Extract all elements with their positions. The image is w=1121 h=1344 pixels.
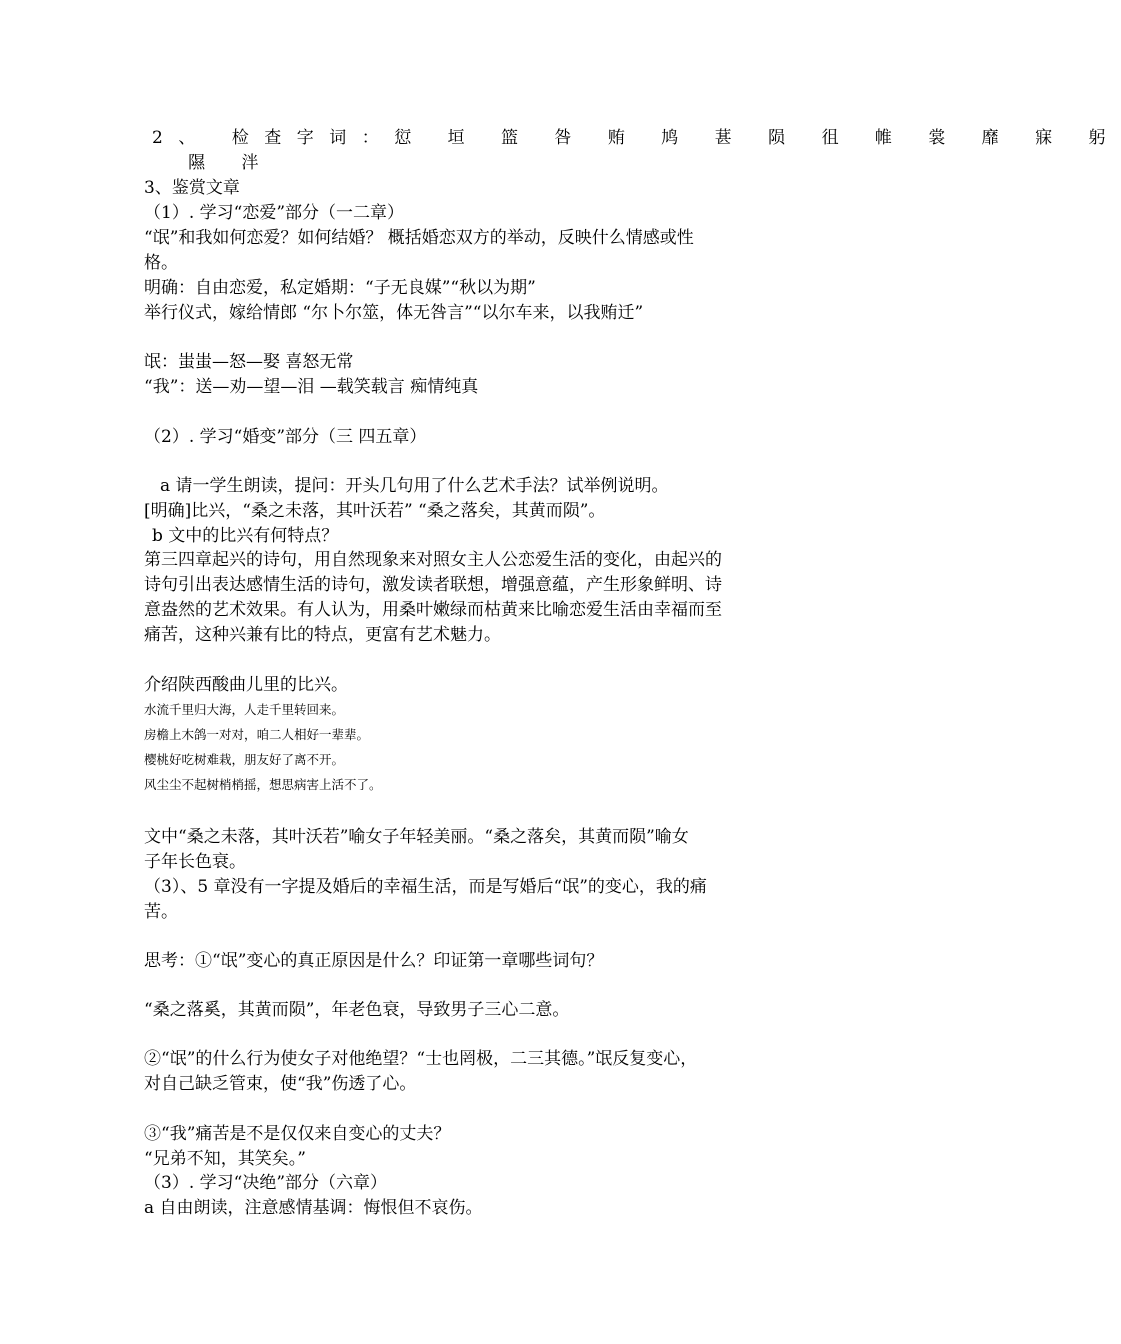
subsection-heading: （1）. 学习“恋爱”部分（一二章）: [144, 203, 405, 223]
answer-line: “兄弟不知，其笑矣。”: [144, 1149, 306, 1169]
paragraph-line: 第三四章起兴的诗句，用自然现象来对照女主人公恋爱生活的变化，由起兴的: [144, 550, 722, 570]
question-line: 思考：①“氓”变心的真正原因是什么？印证第一章哪些词句？: [144, 951, 604, 971]
text-line: a 请一学生朗读，提问：开头几句用了什么艺术手法？试举例说明。: [160, 476, 669, 496]
folk-song-line: 风尘尘不起树梢梢摇，想思病害上活不了。: [144, 777, 382, 792]
subsection-heading: （2）. 学习“婚变”部分（三 四五章）: [144, 427, 427, 447]
text-line: 明确：自由恋爱，私定婚期：“子无良媒”“秋以为期”: [144, 278, 536, 298]
text-line: 介绍陕西酸曲儿里的比兴。: [144, 675, 348, 695]
section-heading: 3、鉴赏文章: [144, 178, 240, 198]
question-line: ③“我”痛苦是不是仅仅来自变心的丈夫？: [144, 1124, 451, 1144]
text-line: a 自由朗读，注意感情基调：悔恨但不哀伤。: [144, 1198, 483, 1218]
answer-line: 对自己缺乏管束，使“我”伤透了心。: [144, 1074, 417, 1094]
folk-song-line: 水流千里归大海，人走千里转回来。: [144, 702, 345, 717]
paragraph-line: 痛苦，这种兴兼有比的特点，更富有艺术魅力。: [144, 625, 501, 645]
question-line: ②“氓”的什么行为使女子对他绝望？“士也罔极，二三其德。”氓反复变心，: [144, 1049, 698, 1069]
text-line: 隰 泮: [188, 153, 274, 173]
text-line: 苦。: [144, 902, 178, 922]
text-line: 氓：蚩蚩—怒—娶 喜怒无常: [144, 352, 354, 372]
paragraph-line: 文中“桑之未落，其叶沃若”喻女子年轻美丽。“桑之落矣，其黄而陨”喻女: [144, 827, 689, 847]
answer-line: “桑之落奚，其黄而陨”，年老色衰，导致男子三心二意。: [144, 1000, 570, 1020]
paragraph-line: 意盎然的艺术效果。有人认为，用桑叶嫩绿而枯黄来比喻恋爱生活由幸福而至: [144, 600, 722, 620]
text-line: 举行仪式，嫁给情郎 “尔卜尔筮，体无咎言”“以尔车来，以我贿迁”: [144, 303, 644, 323]
text-line: “氓”和我如何恋爱？如何结婚？ 概括婚恋双方的举动，反映什么情感或性: [144, 228, 694, 248]
folk-song-line: 樱桃好吃树难栽，朋友好了离不开。: [144, 752, 345, 767]
text-line: b 文中的比兴有何特点？: [152, 526, 339, 546]
text-line: [明确]比兴，“桑之未落，其叶沃若” “桑之落矣，其黄而陨”。: [144, 501, 606, 521]
subsection-heading: （3）、5 章没有一字提及婚后的幸福生活，而是写婚后“氓”的变心，我的痛: [144, 877, 707, 897]
text-line: 格。: [144, 253, 178, 273]
paragraph-line: 子年长色衰。: [144, 852, 246, 872]
subsection-heading: （3）. 学习“决绝”部分（六章）: [144, 1173, 388, 1193]
text-line: 2、 检查字词：愆 垣 篮 咎 贿 鸠 葚 陨 徂 帷 裳 靡 寐 躬: [152, 128, 1121, 148]
text-line: “我”：送—劝—望—泪 —载笑载言 痴情纯真: [144, 377, 479, 397]
folk-song-line: 房檐上木鸽一对对，咱二人相好一辈辈。: [144, 727, 370, 742]
paragraph-line: 诗句引出表达感情生活的诗句，激发读者联想，增强意蕴，产生形象鲜明、诗: [144, 575, 722, 595]
